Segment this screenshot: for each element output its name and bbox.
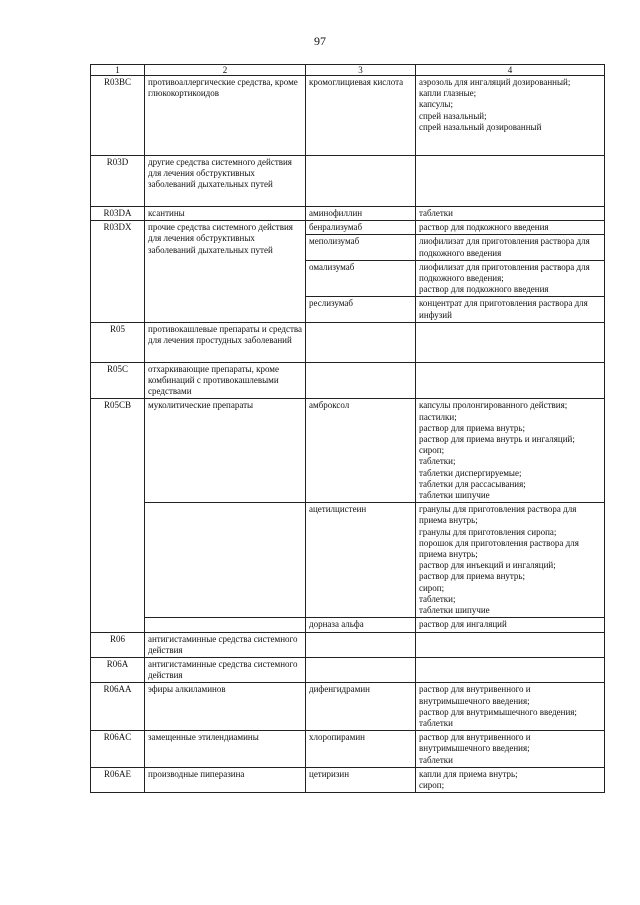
group-name: отхаркивающие препараты, кроме комбинаций с противокашлевыми средствами	[145, 362, 306, 399]
dosage-form: гранулы для приготовления сиропа;	[419, 526, 557, 537]
group-name: замещенные этилендиамины	[145, 731, 306, 768]
atc-code: R06AC	[91, 731, 145, 768]
dosage-form: порошок для приготовления раствора для приема внутрь;	[419, 537, 579, 560]
substance-name: аминофиллин	[306, 207, 416, 221]
substance-name: дорназа альфа	[306, 618, 416, 632]
atc-code: R06	[91, 632, 145, 657]
substance-name: хлоропирамин	[306, 731, 416, 768]
dosage-form: капли глазные;	[419, 88, 477, 99]
atc-code: R03D	[91, 156, 145, 207]
group-name: эфиры алкиламинов	[145, 683, 306, 731]
table-row	[91, 399, 605, 503]
group-name: противоаллергические средства, кроме глюкокортикоидов	[145, 76, 306, 156]
table-row	[91, 362, 605, 399]
dosage-form: раствор для подкожного введения	[416, 221, 605, 235]
dosage-form: таблетки шипучие	[419, 490, 490, 501]
atc-code: R06AE	[91, 767, 145, 792]
column-header: 1	[91, 65, 145, 76]
dosage-forms	[416, 503, 605, 618]
group-name: муколитические препараты	[145, 399, 306, 503]
substance-name: кромоглициевая кислота	[306, 76, 416, 156]
dosage-form: пастилки;	[419, 411, 457, 422]
dosage-form: сироп;	[419, 445, 445, 456]
atc-code: R06A	[91, 657, 145, 682]
group-name: другие средства системного действия для лечения обструктивных заболеваний дыхательных путей	[145, 156, 306, 207]
dosage-form: раствор для внутривенного и внутримышечного введения;	[419, 732, 531, 754]
substance-name: амброксол	[306, 399, 416, 503]
group-name: производные пиперазина	[145, 767, 306, 792]
drug-classification-table	[90, 64, 605, 793]
dosage-form: таблетки	[419, 717, 454, 728]
dosage-form: концентрат для приготовления раствора для инфузий	[416, 297, 605, 322]
dosage-form: таблетки	[419, 754, 454, 765]
substance-name: меполизумаб	[306, 235, 416, 260]
dosage-form: раствор для инъекций и ингаляций;	[419, 560, 556, 571]
substance-name: бенрализумаб	[306, 221, 416, 235]
substance-name: ацетилцистеин	[306, 503, 416, 618]
group-name: противокашлевые препараты и средства для лечения простудных заболеваний	[145, 322, 306, 362]
column-header: 3	[306, 65, 416, 76]
dosage-form: капсулы;	[419, 99, 453, 110]
table-row	[91, 503, 605, 618]
table-row	[91, 618, 605, 632]
dosage-form: лиофилизат для приготовления раствора для подкожного введения	[416, 235, 605, 260]
substance-name: дифенгидрамин	[306, 683, 416, 731]
dosage-form: спрей назальный дозированный	[419, 121, 542, 132]
dosage-form: раствор для ингаляций	[416, 618, 605, 632]
group-name: ксантины	[145, 207, 306, 221]
table-row	[91, 683, 605, 731]
table-row	[91, 731, 605, 768]
table-row	[91, 657, 605, 682]
dosage-form: капсулы пролонгированного действия;	[419, 400, 568, 411]
dosage-form: раствор для приема внутрь;	[419, 422, 526, 433]
dosage-form: таблетки	[416, 207, 605, 221]
dosage-forms	[416, 683, 605, 731]
group-name: антигистаминные средства системного действия	[145, 657, 306, 682]
dosage-forms	[416, 767, 605, 792]
atc-code: R05	[91, 322, 145, 362]
dosage-form: таблетки диспергируемые;	[419, 467, 522, 478]
table-row	[91, 322, 605, 362]
dosage-form: раствор для подкожного введения	[419, 284, 549, 295]
dosage-forms	[416, 76, 605, 156]
substance-name: омализумаб	[306, 260, 416, 297]
dosage-form: таблетки;	[419, 593, 456, 604]
dosage-form: гранулы для приготовления раствора для приема внутрь;	[419, 504, 577, 526]
dosage-form: капли для приема внутрь;	[419, 768, 518, 779]
atc-code: R06AA	[91, 683, 145, 731]
table-row	[91, 767, 605, 792]
atc-code: R05C	[91, 362, 145, 399]
dosage-forms	[416, 260, 605, 297]
atc-code: R03DX	[91, 221, 145, 323]
column-header: 2	[145, 65, 306, 76]
page-number: 97	[314, 34, 326, 48]
dosage-form: спрей назальный;	[419, 110, 487, 121]
table-header-row	[91, 65, 605, 76]
atc-code: R03BC	[91, 76, 145, 156]
dosage-form: раствор для приема внутрь;	[419, 571, 526, 582]
group-name: прочие средства системного действия для лечения обструктивных заболеваний дыхательных путей	[145, 221, 306, 323]
table-row	[91, 156, 605, 207]
dosage-form: раствор для внутримышечного введения;	[419, 706, 577, 717]
dosage-form: раствор для приема внутрь и ингаляций;	[419, 434, 575, 445]
table-row	[91, 632, 605, 657]
substance-name: реслизумаб	[306, 297, 416, 322]
dosage-form: лиофилизат для приготовления раствора для подкожного введения;	[419, 261, 590, 284]
dosage-form: таблетки для рассасывания;	[419, 478, 526, 489]
dosage-form: сироп;	[419, 779, 445, 790]
dosage-form: аэрозоль для ингаляций дозированный;	[419, 77, 571, 87]
table-row	[91, 221, 605, 235]
dosage-forms	[416, 399, 605, 503]
table-row	[91, 207, 605, 221]
substance-name: цетиризин	[306, 767, 416, 792]
dosage-form: раствор для внутривенного и внутримышечного введения;	[419, 684, 531, 706]
dosage-form: таблетки;	[419, 456, 456, 467]
dosage-forms	[416, 731, 605, 768]
table-row	[91, 76, 605, 156]
dosage-form: таблетки шипучие	[419, 605, 490, 616]
dosage-form: сироп;	[419, 582, 445, 593]
atc-code: R05CB	[91, 399, 145, 632]
group-name: антигистаминные средства системного действия	[145, 632, 306, 657]
atc-code: R03DA	[91, 207, 145, 221]
column-header: 4	[416, 65, 605, 76]
